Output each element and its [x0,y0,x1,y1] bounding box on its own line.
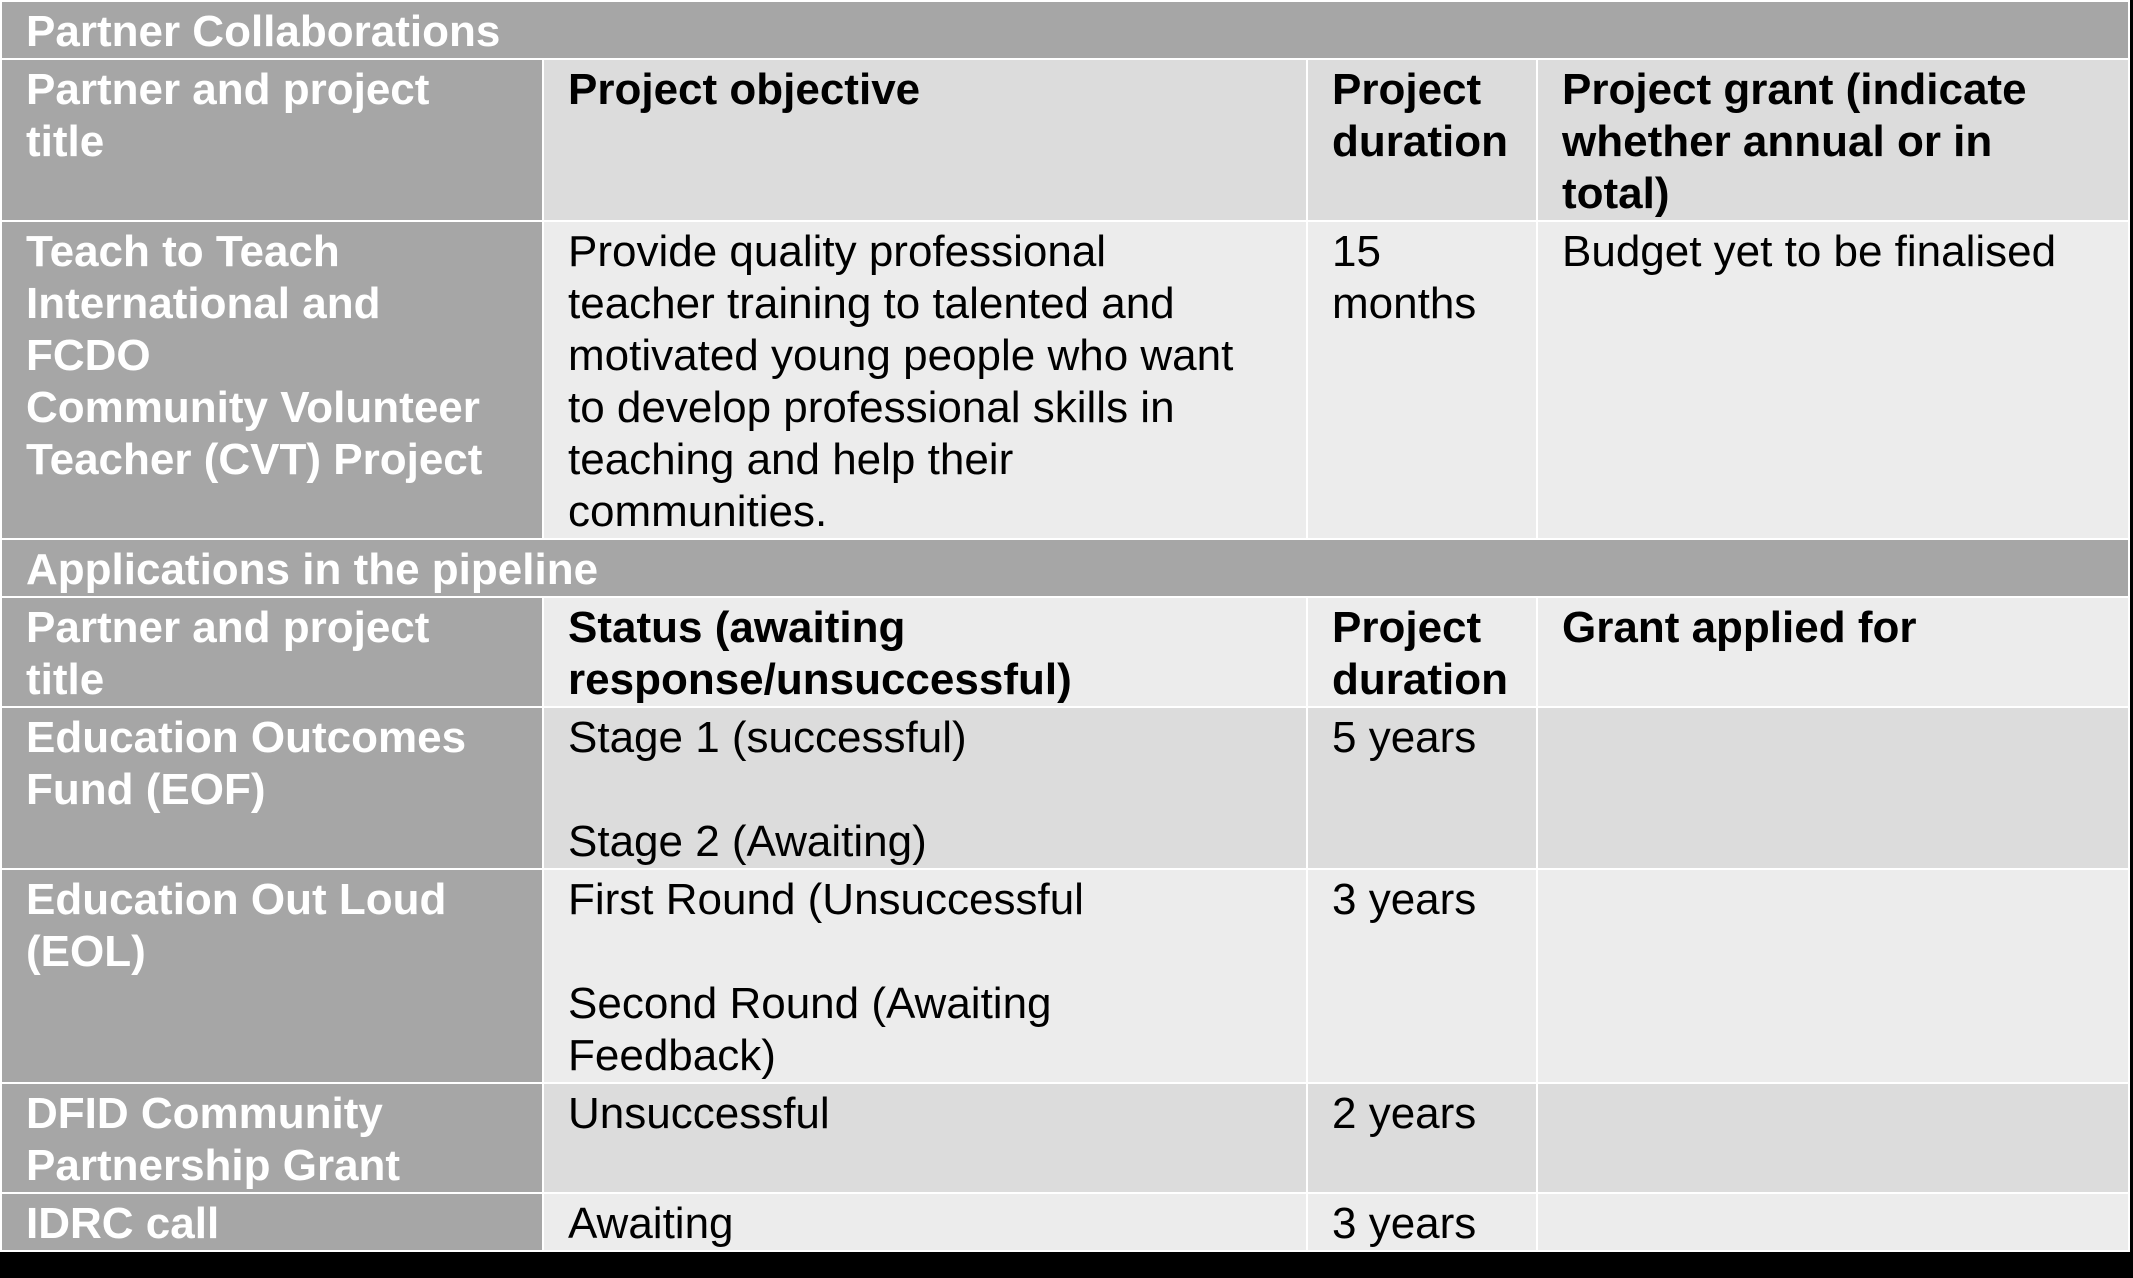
header-text: duration [1332,655,1508,704]
header-text: whether annual or in [1562,117,1993,166]
section-title-text: Partner Collaborations [26,7,501,56]
header-duration [1307,59,1537,221]
cell-text: Second Round (Awaiting [568,979,1052,1028]
duration-cell [1307,707,1537,869]
header-text: Grant applied for [1562,603,1917,652]
table-row [1,707,2129,869]
header-partner [1,59,543,221]
header-text: title [26,117,105,166]
section-header-row [1,1,2129,59]
partner-cell [1,1083,543,1193]
header-text: Status (awaiting [568,603,906,652]
cell-text: 5 years [1332,713,1477,762]
header-text: Project grant (indicate [1562,65,2027,114]
cell-text: Teach to Teach [26,227,340,276]
cell-text: Stage 2 (Awaiting) [568,817,927,866]
cell-text: First Round (Unsuccessful [568,875,1084,924]
header-text: response/unsuccessful) [568,655,1072,704]
grant-cell [1537,707,2129,869]
cell-text: Budget yet to be finalised [1562,227,2057,276]
cell-text: Feedback) [568,1031,776,1080]
header-duration [1307,597,1537,707]
table-row [1,1083,2129,1193]
objective-cell [543,221,1307,539]
cell-text: Education Outcomes [26,713,467,762]
header-partner [1,597,543,707]
header-text: duration [1332,117,1508,166]
header-text: Partner and project [26,603,430,652]
header-text: total) [1562,169,1670,218]
header-objective [543,59,1307,221]
header-text: Project [1332,603,1482,652]
cell-text: Teacher (CVT) Project [26,435,483,484]
partner-cell [1,221,543,539]
section-title-applications-pipeline [1,539,2129,597]
duration-cell [1307,869,1537,1083]
cell-text: teaching and help their [568,435,1014,484]
table-row [1,869,2129,1083]
table-row [1,1193,2129,1251]
cell-text: 3 years [1332,875,1477,924]
cell-text: 15 [1332,227,1381,276]
cell-text: Fund (EOF) [26,765,266,814]
cell-text: DFID Community [26,1089,383,1138]
cell-text: 2 years [1332,1089,1477,1138]
cell-text: International and [26,279,381,328]
blank-line [568,764,1282,816]
column-header-row [1,597,2129,707]
grant-cell [1537,1193,2129,1251]
cell-text: Education Out Loud [26,875,447,924]
table-row [1,221,2129,539]
header-text: Project [1332,65,1482,114]
status-cell [543,1193,1307,1251]
duration-cell [1307,221,1537,539]
cell-text: Unsuccessful [568,1089,830,1138]
cell-text: communities. [568,487,828,536]
partner-cell [1,707,543,869]
header-grant [1537,597,2129,707]
duration-cell [1307,1083,1537,1193]
cell-text: Partnership Grant [26,1141,401,1190]
cell-text: 3 years [1332,1199,1477,1248]
cell-text: FCDO [26,331,151,380]
header-text: Partner and project [26,65,430,114]
cell-text: Stage 1 (successful) [568,713,967,762]
grant-cell [1537,1083,2129,1193]
cell-text: teacher training to talented and [568,279,1175,328]
header-status [543,597,1307,707]
column-header-row [1,59,2129,221]
cell-text: months [1332,279,1477,328]
header-text: title [26,655,105,704]
cell-text: IDRC call [26,1199,220,1248]
cell-text: (EOL) [26,927,146,976]
header-grant [1537,59,2129,221]
cell-text: Awaiting [568,1199,734,1248]
status-cell [543,869,1307,1083]
section-header-row [1,539,2129,597]
duration-cell [1307,1193,1537,1251]
grant-cell [1537,221,2129,539]
blank-line [568,926,1282,978]
cell-text: motivated young people who want [568,331,1234,380]
section-title-partner-collaborations [1,1,2129,59]
cell-text: Community Volunteer [26,383,480,432]
status-cell [543,707,1307,869]
section-title-text: Applications in the pipeline [26,545,599,594]
partner-cell [1,1193,543,1251]
status-cell [543,1083,1307,1193]
cell-text: to develop professional skills in [568,383,1175,432]
header-text: Project objective [568,65,921,114]
cell-text: Provide quality professional [568,227,1107,276]
grant-cell [1537,869,2129,1083]
partner-cell [1,869,543,1083]
